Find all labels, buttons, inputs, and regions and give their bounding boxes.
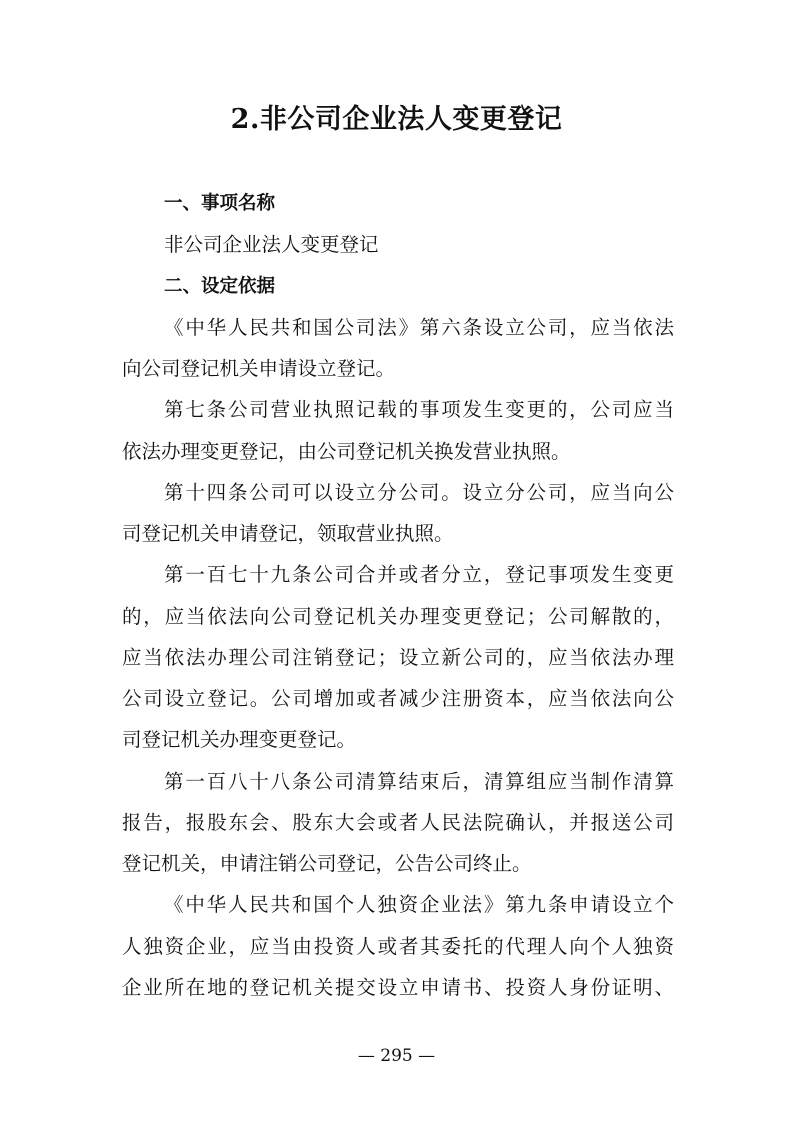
paragraph-line: 人独资企业，应当由投资人或者其委托的代理人向个人独资 xyxy=(122,934,674,958)
paragraph-line: 司登记机关申请登记，领取营业执照。 xyxy=(122,522,454,545)
document-body xyxy=(122,183,674,1008)
paragraph-line: 第一百七十九条公司合并或者分立，登记事项发生变更 xyxy=(164,563,674,587)
paragraph-line: 司登记机关办理变更登记。 xyxy=(122,728,357,752)
paragraph-line: 第七条公司营业执照记载的事项发生变更的，公司应当 xyxy=(164,398,674,422)
document-title: 2.非公司企业法人变更登记 xyxy=(230,104,563,135)
paragraph-line: 向公司登记机关申请设立登记。 xyxy=(122,357,396,380)
paragraph-line: 第十四条公司可以设立分公司。设立分公司，应当向公 xyxy=(164,480,674,504)
paragraph-line: 《中华人民共和国个人独资企业法》第九条申请设立个 xyxy=(164,893,674,917)
paragraph-line: 依法办理变更登记，由公司登记机关换发营业执照。 xyxy=(122,439,571,463)
paragraph-line: 企业所在地的登记机关提交设立申请书、投资人身份证明、 xyxy=(122,975,674,999)
paragraph-line: 的，应当依法向公司登记机关办理变更登记；公司解散的， xyxy=(122,604,674,628)
section-heading-legal-basis: 二、设定依据 xyxy=(164,275,276,297)
section-heading-item-name: 一、事项名称 xyxy=(164,193,276,214)
paragraph-line: 公司设立登记。公司增加或者减少注册资本，应当依法向公 xyxy=(122,687,674,710)
paragraph-line: 报告，报股东会、股东大会或者人民法院确认，并报送公司 xyxy=(122,810,674,834)
paragraph-line: 应当依法办理公司注销登记；设立新公司的，应当依法办理 xyxy=(122,645,674,669)
page-number: — 295 — xyxy=(357,1046,436,1066)
paragraph-line: 登记机关，申请注销公司登记，公告公司终止。 xyxy=(122,852,532,875)
item-name-text: 非公司企业法人变更登记 xyxy=(164,233,379,257)
paragraph-line: 《中华人民共和国公司法》第六条设立公司，应当依法 xyxy=(164,315,674,339)
paragraph-line: 第一百八十八条公司清算结束后，清算组应当制作清算 xyxy=(164,769,674,793)
